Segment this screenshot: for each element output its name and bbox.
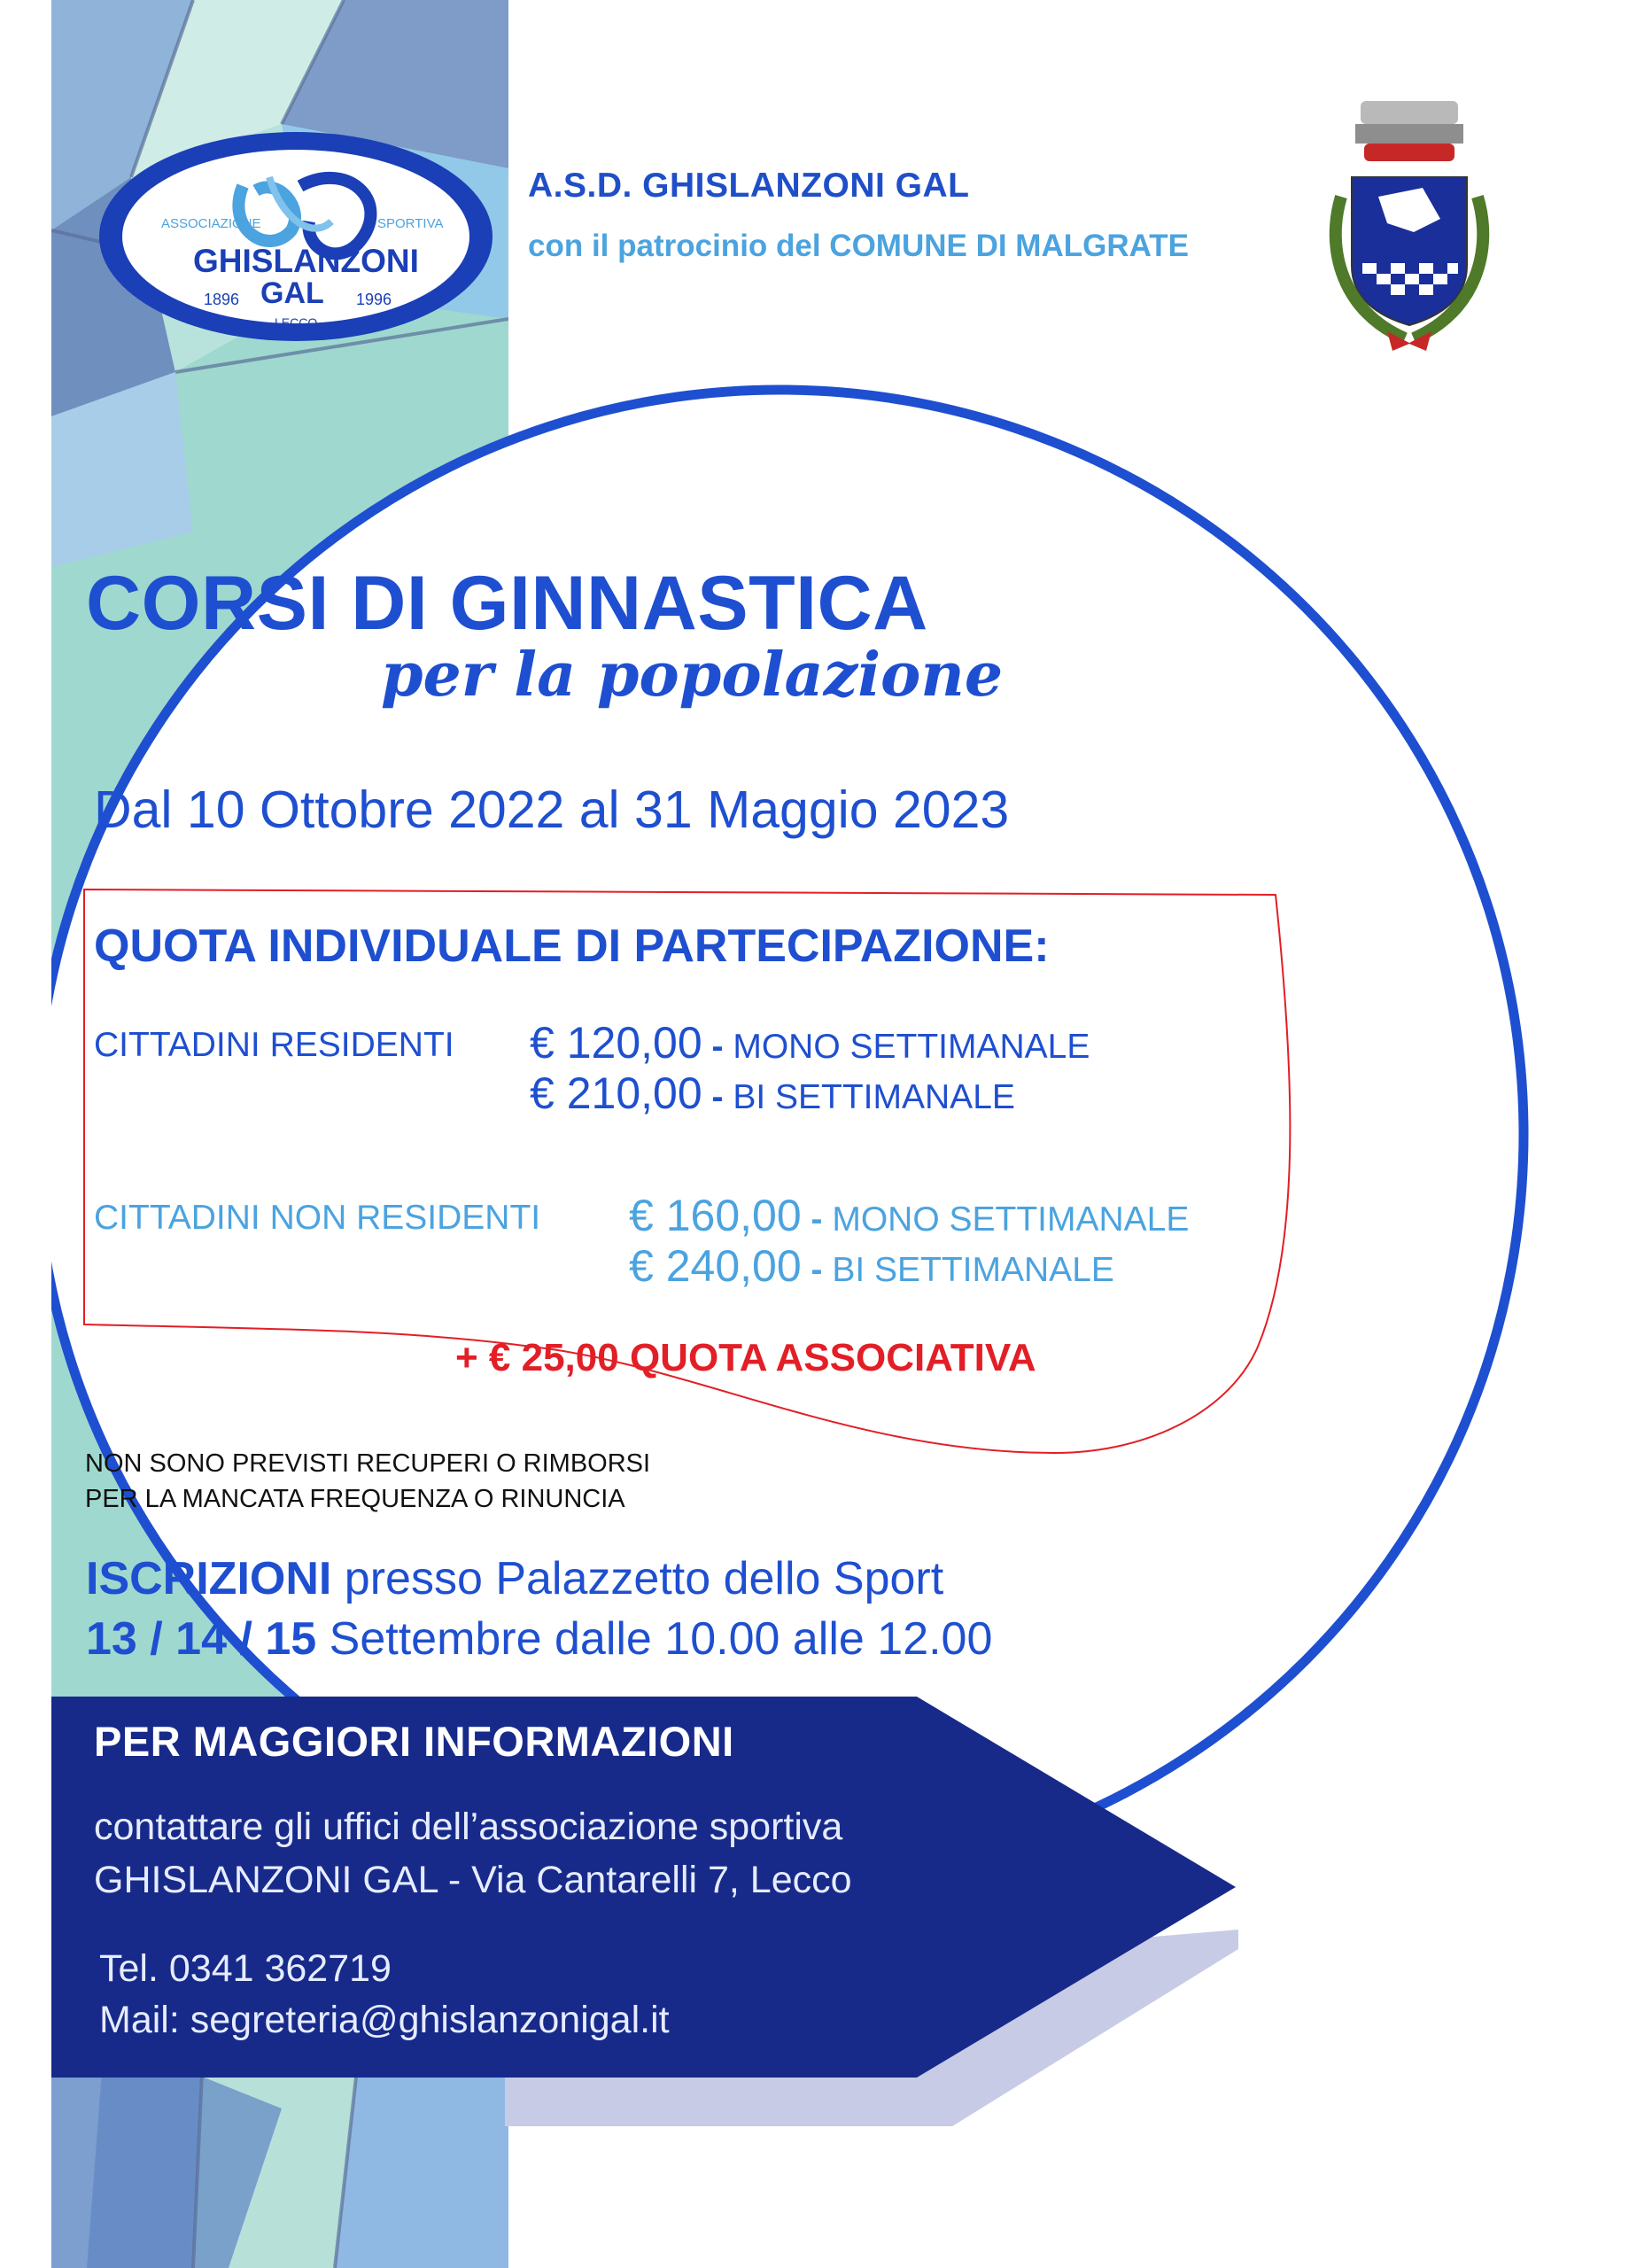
iscrizioni-label: ISCRIZIONI bbox=[86, 1553, 332, 1604]
logo-text-right: SPORTIVA bbox=[377, 216, 444, 231]
non-residenti-row-2 bbox=[629, 1240, 1114, 1292]
page-subtitle: per la popolazione bbox=[381, 640, 1004, 711]
price: € 120,00 bbox=[530, 1018, 702, 1068]
page-title: CORSI DI GINNASTICA bbox=[86, 561, 928, 646]
separator: - bbox=[711, 1078, 724, 1116]
residenti-row-2 bbox=[530, 1068, 1015, 1119]
course-dates: Dal 10 Ottobre 2022 al 31 Maggio 2023 bbox=[94, 781, 1010, 839]
info-phone: Tel. 0341 362719 bbox=[99, 1947, 392, 1990]
separator: - bbox=[711, 1028, 724, 1066]
residenti-row-1 bbox=[530, 1017, 1090, 1068]
info-line-1: contattare gli uffici dell’associazione sportiva bbox=[94, 1806, 843, 1848]
logo-name: GHISLANZONI bbox=[193, 243, 419, 279]
malgrate-crest-icon bbox=[1316, 99, 1502, 354]
note-line-2: PER LA MANCATA FREQUENZA O RINUNCIA bbox=[85, 1485, 625, 1513]
info-heading: PER MAGGIORI INFORMAZIONI bbox=[94, 1718, 734, 1765]
patronage-text: con il patrocinio del COMUNE DI MALGRATE bbox=[528, 229, 1190, 263]
logo-year-left: 1896 bbox=[204, 291, 240, 308]
residenti-label: CITTADINI RESIDENTI bbox=[94, 1026, 454, 1064]
separator: - bbox=[811, 1251, 823, 1289]
non-residenti-row-1 bbox=[629, 1190, 1189, 1241]
iscrizioni-line-2 bbox=[86, 1612, 992, 1666]
org-name: A.S.D. GHISLANZONI GAL bbox=[528, 167, 970, 205]
ghislanzoni-gal-logo bbox=[92, 124, 500, 350]
price: € 240,00 bbox=[629, 1241, 802, 1291]
price: € 160,00 bbox=[629, 1191, 802, 1240]
separator: - bbox=[811, 1200, 823, 1239]
iscrizioni-line-1 bbox=[86, 1552, 943, 1605]
iscrizioni-days: 13 / 14 / 15 bbox=[86, 1613, 317, 1665]
quota-heading: QUOTA INDIVIDUALE DI PARTECIPAZIONE: bbox=[94, 920, 1050, 972]
iscrizioni-place: presso Palazzetto dello Sport bbox=[331, 1553, 944, 1604]
logo-city: LECCO bbox=[275, 315, 318, 330]
price: € 210,00 bbox=[530, 1068, 702, 1118]
course-type: MONO SETTIMANALE bbox=[832, 1200, 1190, 1239]
logo-text-left: ASSOCIAZIONE bbox=[161, 216, 261, 231]
quota-associativa: + € 25,00 QUOTA ASSOCIATIVA bbox=[455, 1336, 1036, 1379]
course-type: BI SETTIMANALE bbox=[733, 1078, 1015, 1116]
info-line-2: GHISLANZONI GAL - Via Cantarelli 7, Lecco bbox=[94, 1859, 852, 1901]
info-email[interactable]: Mail: segreteria@ghislanzonigal.it bbox=[99, 1999, 670, 2041]
iscrizioni-time: Settembre dalle 10.00 alle 12.00 bbox=[316, 1613, 993, 1665]
logo-gal: GAL bbox=[260, 276, 324, 310]
logo-year-right: 1996 bbox=[356, 291, 392, 308]
course-type: BI SETTIMANALE bbox=[832, 1251, 1114, 1289]
note-line-1: NON SONO PREVISTI RECUPERI O RIMBORSI bbox=[85, 1449, 651, 1478]
non-residenti-label: CITTADINI NON RESIDENTI bbox=[94, 1199, 541, 1237]
course-type: MONO SETTIMANALE bbox=[733, 1028, 1090, 1066]
